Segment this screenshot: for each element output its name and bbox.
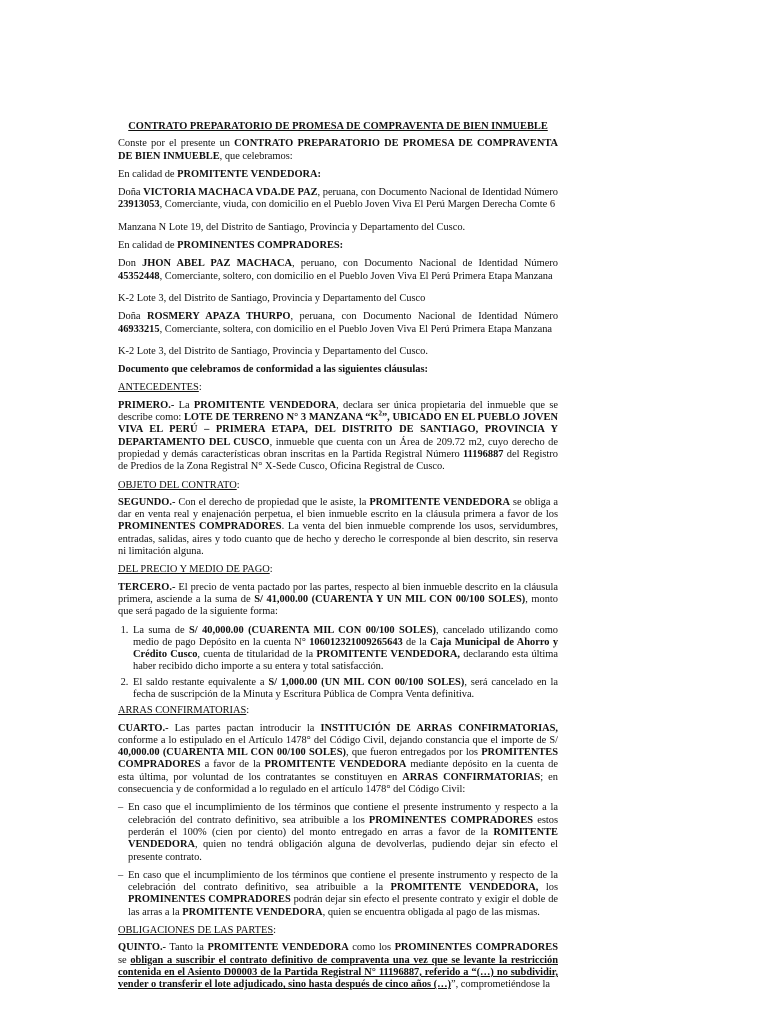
intro-text: Conste por el presente un [118,138,235,150]
comprador2-name: ROSMERY APAZA THURPO [147,311,291,323]
item-text: , cuenta de titularidad de la [197,649,317,661]
lote-text: ”, UBICADO EN EL PUEBLO JOVEN VIVA EL PERÚ – PRIMERA ETAPA, DEL DISTRITO DE SANTIAGO, PROVINCIA Y DEPARTAMENTO DEL CUSCO [118,412,558,448]
clause-bold: PROMITENTE VENDEDORA [207,942,349,954]
item-bold: PROMITENTE VENDEDORA, [316,649,460,661]
clause-text: , inmueble que cuenta con un Área de 209.72 m2, cuyo derecho de propiedad y demás características obran inscritas en la Partida Registral Número [118,436,558,460]
comprador1-address-cont: K-2 Lote 3, del Distrito de Santiago, Provincia y Departamento del Cusco [118,292,426,304]
clausulas-intro [118,364,558,376]
vendedora-text: , Comerciante, viuda, con domicilio en el Pueblo Joven Viva El Perú Margen Derecha Comte 6 [159,199,556,211]
item-text: , cancelado utilizando como medio de pago Depósito en la cuenta N° [133,624,558,648]
clause-bold: 40,000.00 (CUARENTA MIL CON 00/100 SOLES) [118,747,346,759]
clause-text: El precio de venta pactado por las partes, respecto al bien inmueble descrito en la cláusula primera, asciende a la suma de [118,581,558,605]
clause-number: QUINTO.- [118,942,167,954]
clause-bold: INSTITUCIÓN DE ARRAS CONFIRMATORIAS, [320,722,559,734]
comprador2-address-cont: K-2 Lote 3, del Distrito de Santiago, Provincia y Departamento del Cusco. [118,345,428,357]
section-heading-precio [118,564,558,576]
clause-text: conforme a lo estipulado en el Artículo 1478° del Código Civil, dejando constancia que el importe de S/ [118,734,558,746]
comprador1-text: , Comerciante, soltero, con domicilio en el Pueblo Joven Viva El Perú Primera Etapa Manzana [159,270,553,282]
heading-colon: : [198,382,202,394]
dash-bullet: – [118,802,124,814]
intro-text-end: , que celebramos: [219,150,293,162]
vendedora-text: , peruana, con Documento Nacional de Identidad Número [317,187,558,199]
compradores-label-role: PROMINENTES COMPRADORES: [177,240,344,252]
bank-name: Caja Municipal de Ahorro y Crédito Cusco [133,636,559,661]
vendedora-text: Doña [118,187,144,199]
heading-antecedentes-text: ANTECEDENTES [118,382,199,394]
clause-text: , que fueron entregados por los [345,747,482,759]
payment-item-1 [131,625,558,674]
clausula-quinto [118,942,558,991]
comprador1-dni: 45352448 [118,270,160,282]
clausula-cuarto [118,723,558,797]
clause-text: , monto que será pagado de la siguiente forma: [118,593,558,618]
partida-number: 11196887 [463,448,504,460]
comprador2-dni: 46933215 [118,323,160,335]
clause-text: ; en consecuencia y de conformidad a lo regulado en el artículo 1478° del Código Civil: [118,771,558,796]
vendedora-label-role: PROMITENTE VENDEDORA: [177,168,322,180]
clause-number: TERCERO.- [118,581,176,593]
comprador2-paragraph [118,311,558,336]
comprador1-text: Don [118,258,143,270]
vendedora-dni: 23913053 [118,199,160,211]
clause-text: , declara ser única propietaria del inmueble que se describe como: [118,399,558,424]
item-bold: PROMINENTES COMPRADORES [368,814,534,826]
payment-item-2 [131,677,558,702]
contract-document [118,121,558,998]
heading-precio-text: DEL PRECIO Y MEDIO DE PAGO [118,564,270,576]
clause-bold: PROMITENTE VENDEDORA [264,759,407,771]
intro-contract-name: CONTRATO PREPARATORIO DE PROMESA DE COMPRAVENTA DE BIEN INMUEBLE [118,138,558,162]
clausulas-intro-text: Documento que celebramos de conformidad a las siguientes cláusulas: [118,364,428,376]
comprador2-text: Doña [118,311,147,323]
item-text: de la [402,636,431,648]
heading-colon: : [269,564,273,576]
section-heading-obligaciones [118,925,558,937]
heading-obligaciones-text: OBLIGACIONES DE LAS PARTES [118,925,274,937]
item-bold: PROMITENTE VENDEDORA, [390,882,539,894]
price-amount: S/ 41,000.00 (CUARENTA Y UN MIL CON 00/100 SOLES) [254,593,526,605]
item-bold: S/ 40,000.00 (CUARENTA MIL CON 00/100 SOLES) [189,624,436,636]
clause-bold: PROMITENTE VENDEDORA [369,496,511,508]
clause-text: . La venta del bien inmueble comprende los usos, servidumbres, entradas, salidas, aires y todo cuanto que de hecho y derecho le corresponde al bien descrito, sin reserva ni limitación alguna. [118,521,558,558]
heading-objeto-text: OBJETO DEL CONTRATO [118,479,237,491]
item-bold: PROMITENTE VENDEDORA [182,906,323,918]
compradores-label [118,240,558,252]
comprador1-paragraph [118,258,558,283]
comprador1-text: , peruano, con Documento Nacional de Identidad Número [292,258,558,270]
comprador2-text: , Comerciante, soltera, con domicilio en el Pueblo Joven Viva El Perú Primera Etapa Manzana [159,323,553,335]
clause-text: mediante depósito en la cuenta de esta última, por voluntad de los contratantes se constituyen en [118,759,558,783]
clausula-primero [118,400,558,474]
section-heading-antecedentes [118,382,558,394]
heading-colon: : [246,705,250,717]
item-text: los [538,882,558,894]
comprador1-name: JHON ABEL PAZ MACHACA [142,258,293,270]
vendedora-paragraph [118,187,558,212]
item-text: , será cancelado en la fecha de suscripción de la Minuta y Escritura Pública de Compra Venta definitiva. [133,676,558,700]
arras-condition-1 [118,802,558,863]
item-text: , quien se encuentra obligada al pago de las mismas. [322,906,540,918]
clausula-segundo [118,497,558,558]
account-number: 106012321009265643 [309,636,403,648]
intro-paragraph [118,138,558,163]
section-heading-objeto [118,480,558,492]
clause-bold: PROMINENTES COMPRADORES [118,521,282,533]
clausula-tercero [118,582,558,619]
vendedora-label [118,169,558,181]
vendedora-address-cont: Manzana N Lote 19, del Distrito de Santiago, Provincia y Departamento del Cusco. [118,221,466,233]
item-bold: S/ 1,000.00 (UN MIL CON 00/100 SOLES) [268,676,465,688]
clause-text: La [174,399,194,411]
vendedora-label-text: En calidad de [118,168,178,180]
document-title: CONTRATO PREPARATORIO DE PROMESA DE COMPRAVENTA DE BIEN INMUEBLE [128,121,548,132]
clause-number: CUARTO.- [118,722,169,734]
arras-condition-2 [118,870,558,919]
clause-bold: ARRAS CONFIRMATORIAS [402,771,541,783]
dash-bullet: – [118,869,124,881]
lote-text: LOTE DE TERRENO N° 3 MANZANA “K [183,412,379,424]
payment-list [118,625,558,702]
item-text: La suma de [133,624,189,636]
heading-arras-text: ARRAS CONFIRMATORIAS [118,705,247,717]
compradores-label-text: En calidad de [118,240,178,252]
section-heading-arras [118,705,558,717]
clause-text: Las partes pactan introducir la [168,722,321,734]
clause-text: del Registro de Predios de la Zona Registral N° X-Sede Cusco, Oficina Registral de Cusco. [118,448,558,473]
vendedora-name: VICTORIA MACHACA VDA.DE PAZ [143,187,318,199]
clause-number: PRIMERO.- [118,399,175,411]
heading-colon: : [236,479,240,491]
clause-text: como los [348,942,395,954]
clause-text: se [118,954,131,966]
item-text: estos perderán el 100% (cien por ciento) del monto entregado en arras a favor de la [128,814,558,838]
item-text: El saldo restante equivalente a [133,676,269,688]
clause-text: se obliga a dar en venta real y enajenación perpetua, el bien inmueble escrito en la cláusula primera a favor de los [118,496,558,521]
clause-number: SEGUNDO.- [118,496,176,508]
item-text: declarando esta última haber recibido dicho importe a su entera y total satisfacción. [133,649,558,673]
item-bold: ROMITENTE VENDEDORA [128,826,558,851]
heading-colon: : [273,925,277,937]
item-text: , quien no tendrá obligación alguna de devolverlas, pudiendo dejar sin efecto el presente contrato. [128,839,558,863]
arras-conditions-list [118,802,558,919]
lote-superscript: 2 [378,409,382,418]
item-bold: PROMINENTES COMPRADORES [128,894,291,906]
clause-bold: PROMITENTES COMPRADORES [118,747,558,771]
clause-text: a favor de la [200,759,265,771]
clause-text: Tanto la [166,942,208,954]
restriction-text: obligan a suscribir el contrato definitivo de compraventa una vez que se levante la restricción contenida en el Asiento D00003 de la Partida Registral N° 11196887, referido a “(…) no subdividir, vender o transferir el lote adjudicado, sino hasta después de cinco años (…) [118,954,558,991]
clause-text: Con el derecho de propiedad que le asiste, la [175,496,370,508]
clause-bold: PROMITENTE VENDEDORA [193,399,337,411]
clause-bold: PROMINENTES COMPRADORES [394,942,558,954]
clause-text: ”, comprometiéndose la [451,979,550,991]
item-text: En caso que el incumplimiento de los términos que contiene el presente instrumento y respecto de la celebración del contrato definitivo, sea atribuible a la [128,869,558,894]
item-text: podrán dejar sin efecto el presente contrato y exigir el doble de las arras a la [128,894,558,918]
item-text: En caso que el incumplimiento de los términos que contiene el presente instrumento y respecto a la celebración del contrato definitivo, sea atribuible a los [128,802,558,826]
comprador2-text: , peruana, con Documento Nacional de Identidad Número [290,311,559,323]
